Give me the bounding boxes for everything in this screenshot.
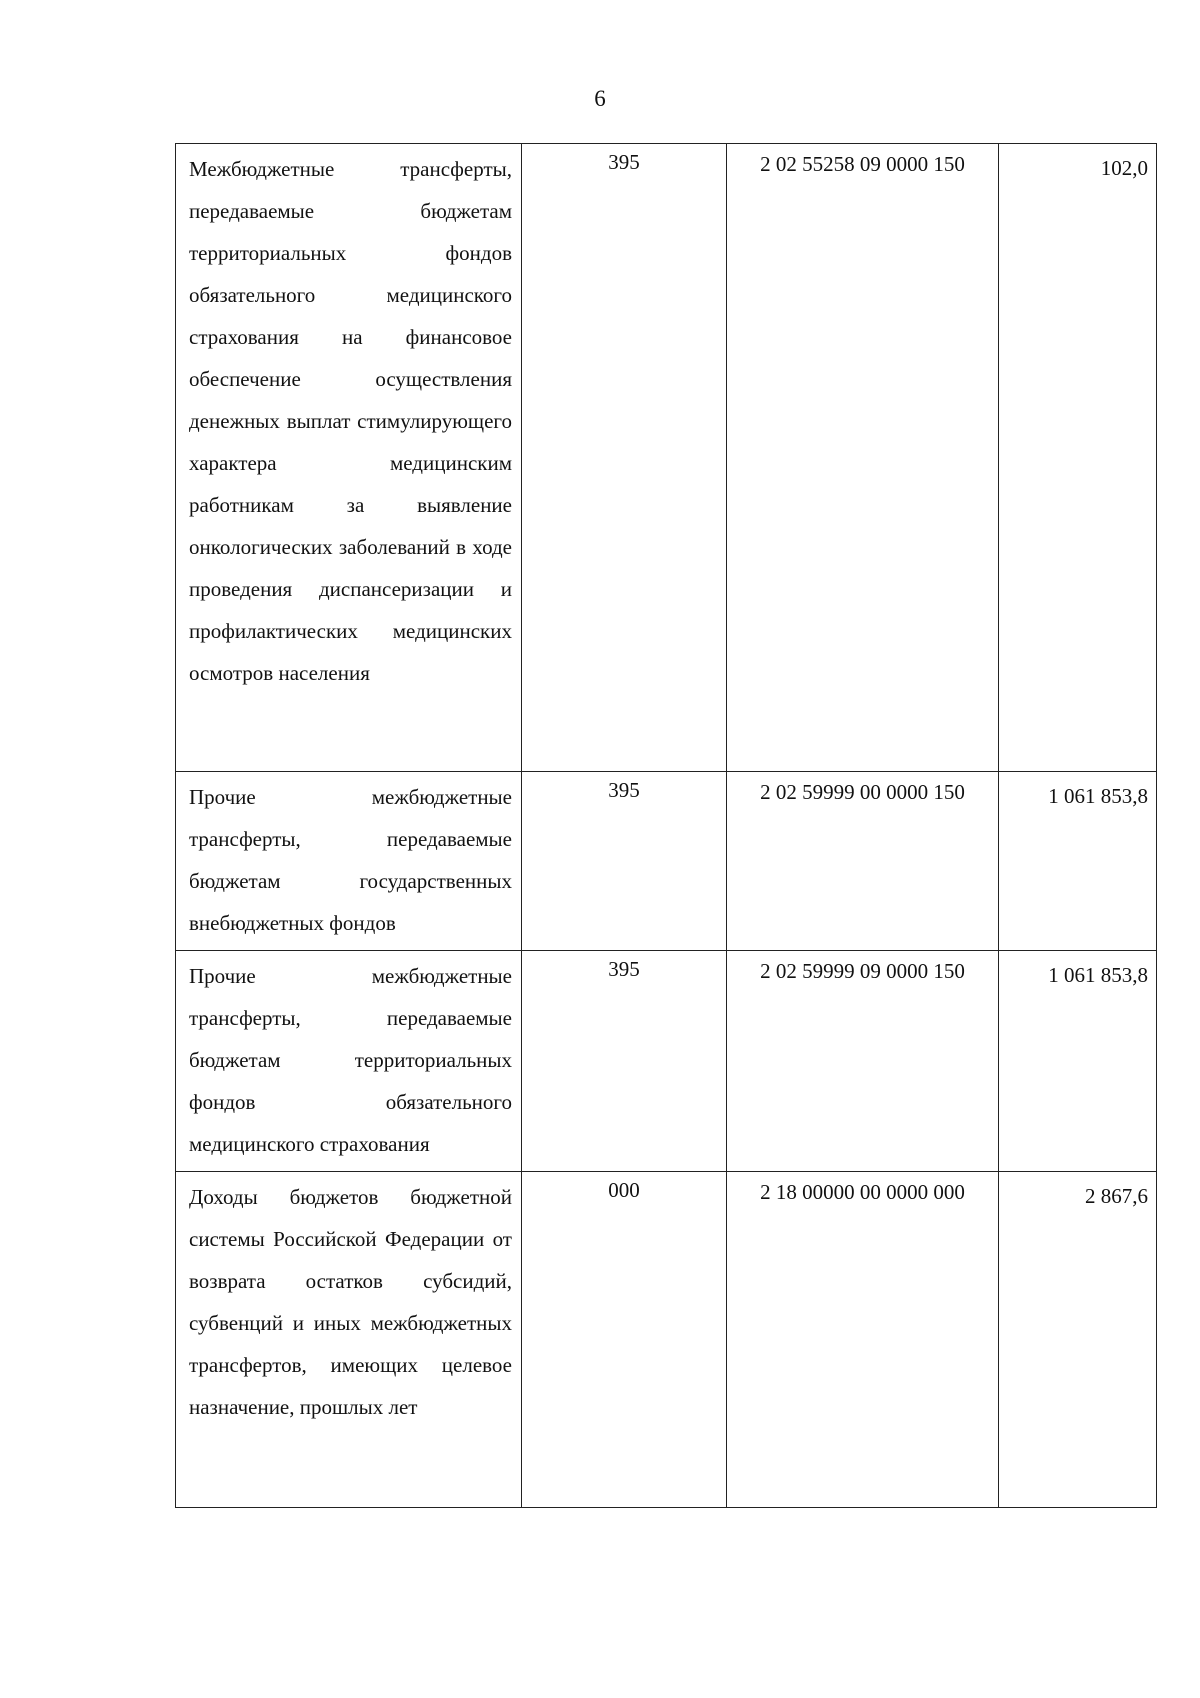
row-budget-code: 2 02 59999 00 0000 150 [760, 780, 965, 804]
row-admin-code: 395 [608, 957, 640, 981]
description-cell [176, 772, 522, 951]
row-amount: 1 061 853,8 [1048, 784, 1148, 808]
amount-cell [999, 1172, 1157, 1508]
description-cell [176, 1172, 522, 1508]
row-admin-code: 395 [608, 778, 640, 802]
description-cell [176, 951, 522, 1172]
row-description: Прочие межбюджетные трансферты, передаваемые бюджетам государственных внебюджетных фондов [189, 785, 512, 935]
row-amount: 2 867,6 [1085, 1184, 1148, 1208]
page-number: 6 [594, 86, 606, 111]
row-budget-code: 2 18 00000 00 0000 000 [760, 1180, 965, 1204]
budget-code-cell [727, 772, 999, 951]
budget-code-cell [727, 144, 999, 772]
amount-cell [999, 144, 1157, 772]
admin-code-cell [522, 144, 727, 772]
admin-code-cell [522, 1172, 727, 1508]
table-row [176, 772, 1157, 951]
admin-code-cell [522, 951, 727, 1172]
row-admin-code: 395 [608, 150, 640, 174]
row-budget-code: 2 02 55258 09 0000 150 [760, 152, 965, 176]
description-cell [176, 144, 522, 772]
row-description: Межбюджетные трансферты, передаваемые бюджетам территориальных фондов обязательного медицинского страхования на финансовое обеспечение осуществления денежных выплат стимулирующего характера медицинским работникам за выявление онкологических заболеваний в ходе проведения диспансеризации и профилактических медицинских осмотров населения [189, 157, 512, 685]
row-description: Доходы бюджетов бюджетной системы Российской Федерации от возврата остатков субсидий, субвенций и иных межбюджетных трансфертов, имеющих целевое назначение, прошлых лет [189, 1185, 512, 1419]
row-description: Прочие межбюджетные трансферты, передаваемые бюджетам территориальных фондов обязательного медицинского страхования [189, 964, 512, 1156]
budget-code-cell [727, 1172, 999, 1508]
row-budget-code: 2 02 59999 09 0000 150 [760, 959, 965, 983]
row-admin-code: 000 [608, 1178, 640, 1202]
budget-code-cell [727, 951, 999, 1172]
table-row [176, 144, 1157, 772]
amount-cell [999, 951, 1157, 1172]
table-row [176, 951, 1157, 1172]
amount-cell [999, 772, 1157, 951]
row-amount: 1 061 853,8 [1048, 963, 1148, 987]
admin-code-cell [522, 772, 727, 951]
row-amount: 102,0 [1100, 156, 1148, 180]
revenue-table [175, 143, 1157, 1508]
table-row [176, 1172, 1157, 1508]
